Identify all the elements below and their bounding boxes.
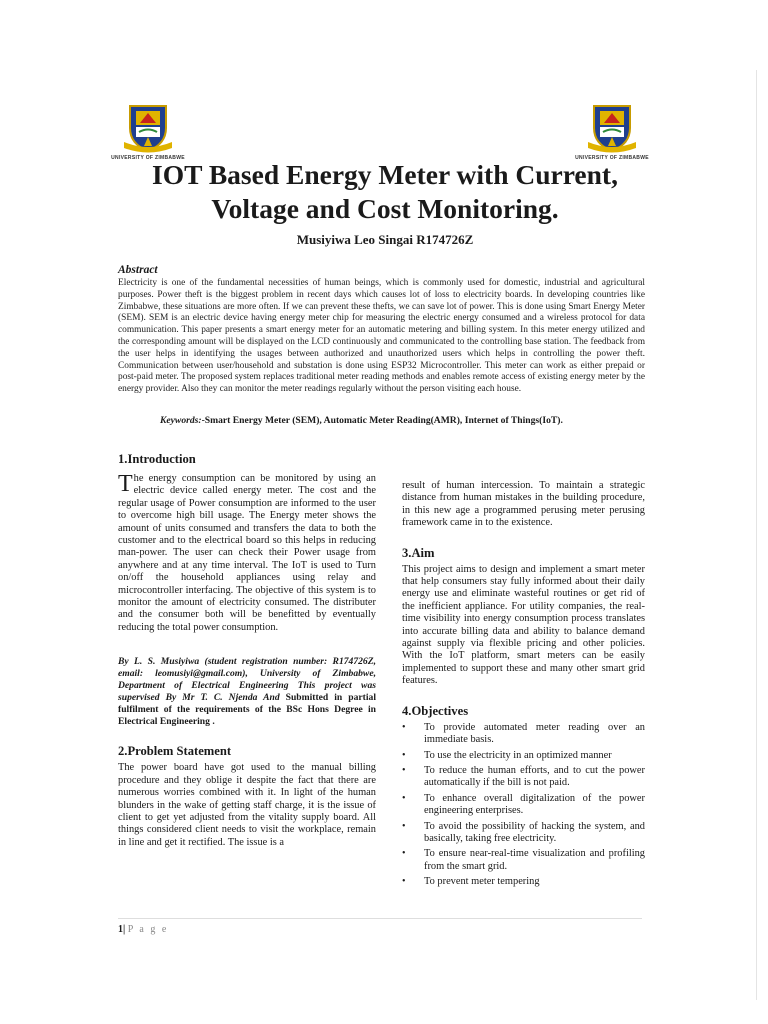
objectives-list — [402, 722, 645, 889]
page-footer — [118, 924, 168, 935]
bullet-icon: • — [402, 721, 406, 733]
university-crest-right — [571, 102, 653, 161]
introduction-body: he energy consumption can be monitored by using an electric device called energy meter. The cost and the regular usage of Power consumption are informed to the user to overcome high bill usage. The Energy meter shows the amount of units consumed and transfers the data to both the customer and to the electrical board so this helps in reducing man-power. The user can check their Power usage from anywhere and at any time interval. The IoT is used to Turn on/off the household appliances using relay and microcontroller interfacing. The objective of this system is to monitor the amount of electricity consumed. The distributer and the consumer both will be benefitted by eventually reducing the total power consumption. — [118, 473, 376, 633]
crest-caption: UNIVERSITY OF ZIMBABWE — [575, 155, 649, 161]
university-crest-left — [107, 102, 189, 161]
page-separator: | — [123, 924, 126, 935]
objective-text: To enhance overall digitalization of the power engineering enterprises. — [424, 792, 645, 817]
bullet-icon: • — [402, 876, 406, 888]
problem-continued-text: result of human intercession. To maintain a strategic distance from human mistakes in the building procedure, in this new age a programmed perusing meter perusing framework came in to the existence. — [402, 480, 645, 529]
bullet-icon: • — [402, 792, 406, 804]
list-item — [402, 765, 645, 790]
objective-text: To use the electricity in an optimized manner — [424, 749, 612, 761]
objective-text: To reduce the human efforts, and to cut the power automatically if the bill is not paid. — [424, 764, 645, 789]
page-label: P a g e — [127, 924, 169, 935]
list-item — [402, 876, 645, 888]
problem-heading: 2.Problem Statement — [118, 744, 232, 759]
abstract-heading: Abstract — [118, 264, 158, 276]
list-item — [402, 821, 645, 846]
right-column — [402, 480, 645, 892]
keywords-line — [160, 415, 640, 426]
title-line-1: IOT Based Energy Meter with Current, — [152, 159, 618, 190]
author-bio — [118, 656, 376, 728]
introduction-heading: 1.Introduction — [118, 452, 196, 466]
objectives-heading: 4.Objectives — [402, 703, 469, 718]
keywords-text: -Smart Energy Meter (SEM), Automatic Meter Reading(AMR), Internet of Things(IoT). — [201, 415, 563, 426]
problem-text: The power board have got used to the manual billing procedure and they oblige it despite the fact that there are numerous worries combined with it. In light of the human blunders in the wake of getting staff charge, it is the issue of client to get yet adjusted from the vitality supply board. All things considered client needs to visit the workplace, remain in line and get it rectified. The issue is a — [118, 762, 376, 848]
introduction-text — [118, 473, 376, 634]
crest-caption: UNIVERSITY OF ZIMBABWE — [111, 155, 185, 161]
author-line: Musiyiwa Leo Singai R174726Z — [296, 232, 474, 247]
page-number: 1 — [118, 924, 123, 935]
list-item — [402, 848, 645, 873]
list-item — [402, 722, 645, 747]
footer-divider — [118, 918, 642, 919]
page-edge — [756, 70, 757, 1000]
bullet-icon: • — [402, 820, 406, 832]
aim-text: This project aims to design and implement a smart meter that help consumers stay fully informed about their daily energy use and eliminate wasteful routines or get rid of the inefficient appliance. For utility companies, the real-time visibility into energy consumption process translates into accurate billing data and ability to balance demand against supply via flexible pricing and other policies. With the IoT platform, smart meters can be easily implemented to support these and many other smart grid features. — [402, 563, 645, 687]
bio-plain: Submitted in partial fulfilment of the requirements of the BSc Hons Degree in Electrical Engineering . — [118, 692, 376, 728]
list-item — [402, 793, 645, 818]
objective-text: To ensure near-real-time visualization and profiling from the smart grid. — [424, 848, 645, 872]
bullet-icon: • — [402, 749, 406, 761]
objective-text: To avoid the possibility of hacking the system, and basically, taking free electricity. — [424, 820, 645, 844]
title-line-2: Voltage and Cost Monitoring. — [211, 193, 559, 224]
bullet-icon: • — [402, 764, 406, 776]
objective-text: To prevent meter tempering — [424, 876, 540, 888]
dropcap-letter: T — [118, 471, 133, 497]
bullet-icon: • — [402, 848, 406, 860]
bio-italic: By L. S. Musiyiwa (student registration number: R174726Z, email: leomusiyi@gmail.com), University of Zimbabwe, Department of Electrical Engineering This project was supervised By Mr T. C. Njenda And — [118, 656, 376, 704]
objective-text: To provide automated meter reading over an immediate basis. — [424, 721, 645, 746]
keywords-label: Keywords: — [160, 415, 202, 426]
abstract-text: Electricity is one of the fundamental necessities of human beings, which is commonly used for domestic, industrial and agricultural purposes. Power theft is the biggest problem in recent days which causes lot of loss to electricity boards. In developing countries like Zimbabwe, these situations are more often. If we can prevent these thefts, we can save lot of power. This is done using Smart Energy Meter (SEM). SEM is an electric device having energy meter chip for measuring the electric energy consumed and a wireless protocol for data communication. This paper presents a smart energy meter for an automatic metering and billing system. In this meter energy utilized and the corresponding amount will be displayed on the LCD continuously and communicated to the controlling base station. The feedback from the user helps in identifying the usages between authorized and unauthorized users which helps in controlling the power theft. Communication between user/household and substation is done using ESP32 Microcontroller. This meter can work as either prepaid or post-paid meter. The proposed system replaces traditional meter reading methods and enables remote access of existing energy meter by the energy provider. Also they can monitor the meter readings regularly without the person visiting each house. — [118, 278, 645, 395]
list-item — [402, 750, 645, 762]
aim-heading: 3.Aim — [402, 545, 435, 560]
left-column — [118, 452, 376, 849]
paper-title — [110, 158, 660, 226]
crest-icon — [586, 102, 638, 154]
crest-icon — [122, 102, 174, 154]
